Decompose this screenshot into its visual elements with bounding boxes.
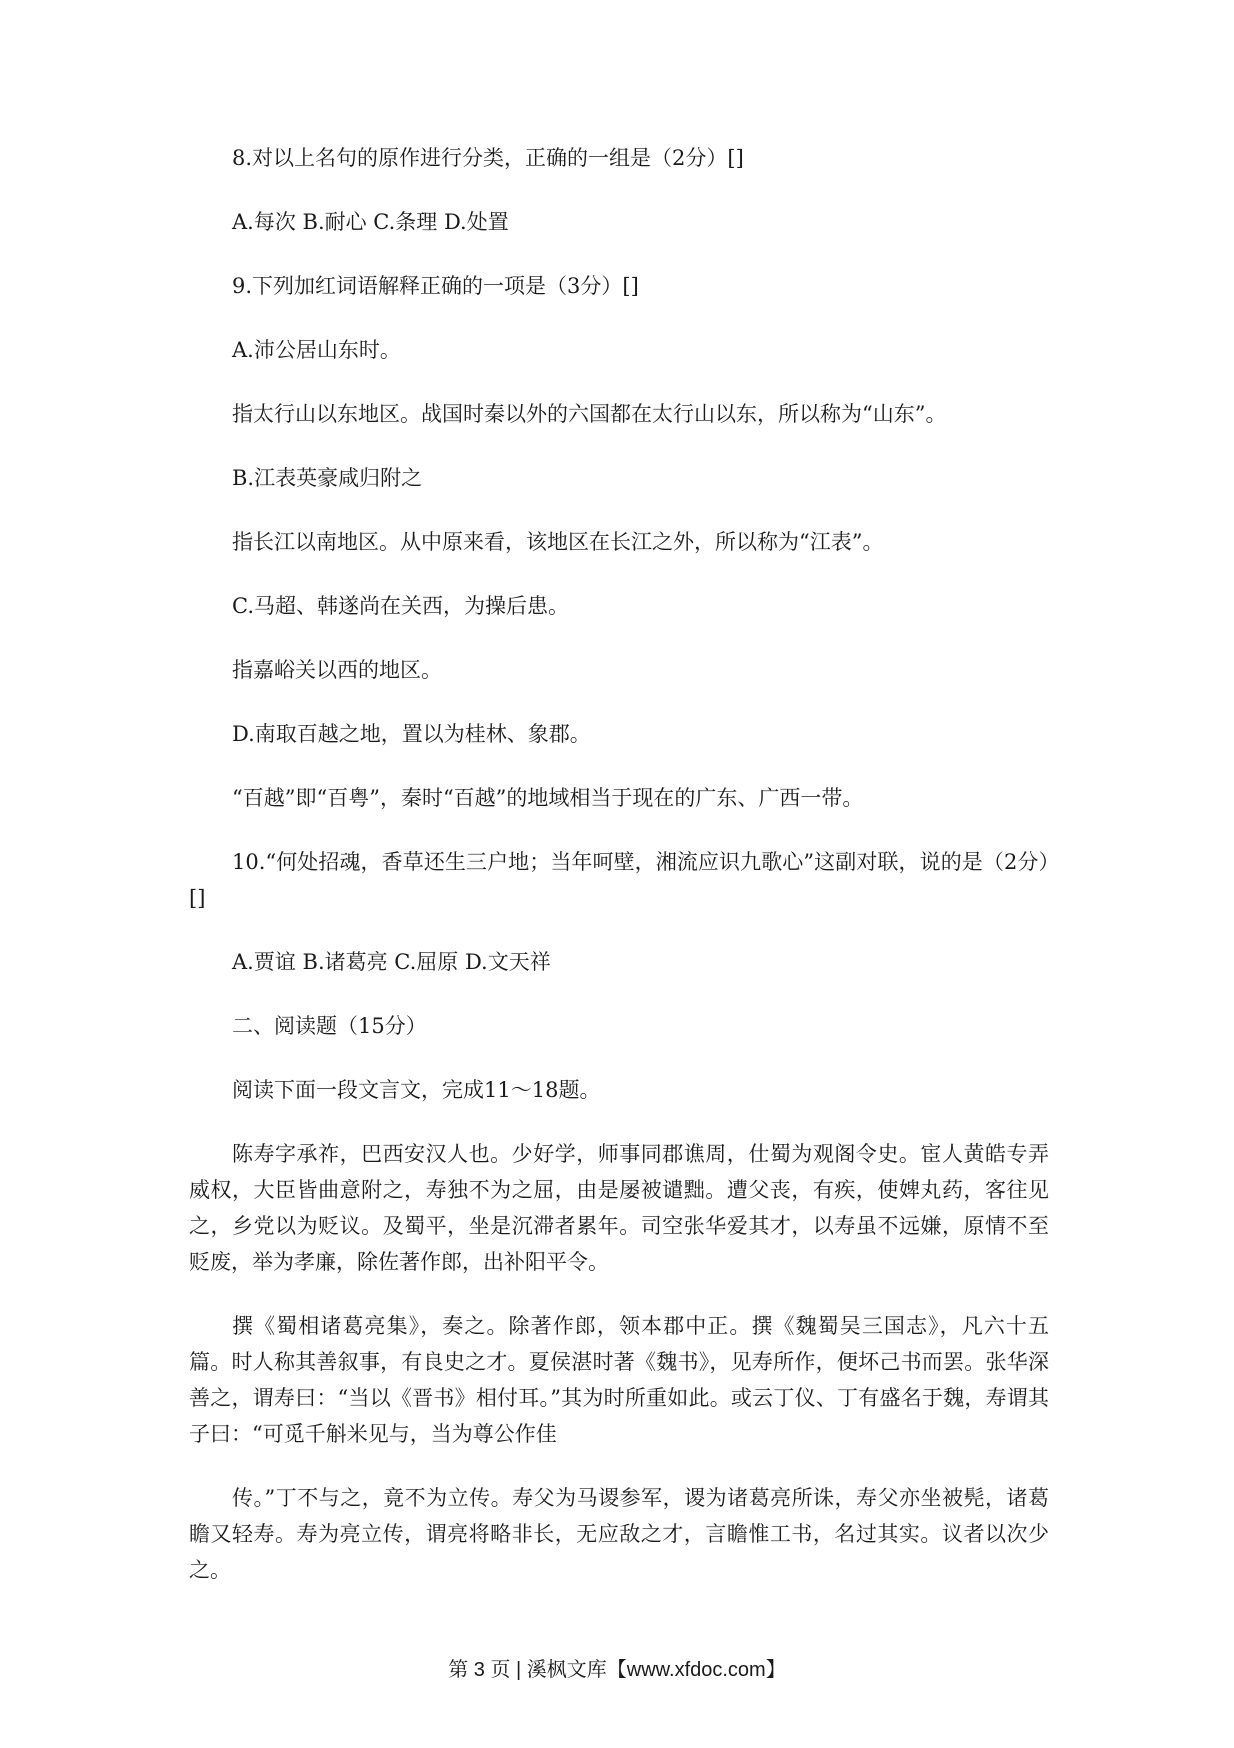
paragraph: 指长江以南地区。从中原来看，该地区在长江之外，所以称为“江表”。: [232, 530, 884, 554]
paragraph: A.沛公居山东时。: [232, 338, 401, 362]
paragraph: 10.“何处招魂，香草还生三户地；当年呵壁，湘流应识九歌心”这副对联，说的是（2分）[]: [189, 850, 1049, 910]
paragraph: 9.下列加红词语解释正确的一项是（3分）[]: [232, 274, 639, 298]
paragraph: 8.对以上名句的原作进行分类，正确的一组是（2分）[]: [232, 146, 744, 170]
paragraph: C.马超、韩遂尚在关西，为操后患。: [232, 594, 569, 618]
paragraph: A.贾谊 B.诸葛亮 C.屈原 D.文天祥: [232, 950, 551, 974]
paragraph: D.南取百越之地，置以为桂林、象郡。: [232, 722, 591, 746]
paragraph: 陈寿字承祚，巴西安汉人也。少好学，师事同郡谯周，仕蜀为观阁令史。宦人黄皓专弄威权，大臣皆曲意附之，寿独不为之屈，由是屡被谴黜。遭父丧，有疾，使婢丸药，客往见之，乡党以为贬议。及蜀平，坐是沉滞者累年。司空张华爱其才，以寿虽不远嫌，原情不至贬废，举为孝廉，除佐著作郎，出补阳平令。: [189, 1142, 1049, 1274]
paragraph: B.江表英豪咸归附之: [232, 466, 423, 490]
paragraph: 阅读下面一段文言文，完成11～18题。: [232, 1078, 601, 1102]
paragraph: 撰《蜀相诸葛亮集》，奏之。除著作郎，领本郡中正。撰《魏蜀吴三国志》，凡六十五篇。时人称其善叙事，有良史之才。夏侯湛时著《魏书》，见寿所作，便坏己书而罢。张华深善之，谓寿曰：“当以《晋书》相付耳。”其为时所重如此。或云丁仪、丁有盛名于魏，寿谓其子曰：“可觅千斛米见与，当为尊公作佳: [189, 1314, 1049, 1446]
paragraph: 指太行山以东地区。战国时秦以外的六国都在太行山以东，所以称为“山东”。: [232, 402, 947, 426]
paragraph: “百越”即“百粤”，秦时“百越”的地域相当于现在的广东、广西一带。: [232, 786, 864, 810]
paragraph: 传。”丁不与之，竟不为立传。寿父为马谡参军，谡为诸葛亮所诛，寿父亦坐被髡，诸葛瞻又轻寿。寿为亮立传，谓亮将略非长，无应敌之才，言瞻惟工书，名过其实。议者以次少之。: [189, 1486, 1049, 1582]
paragraph: A.每次 B.耐心 C.条理 D.处置: [232, 210, 509, 234]
paragraph: 指嘉峪关以西的地区。: [232, 658, 442, 682]
paragraph: 二、阅读题（15分）: [232, 1014, 427, 1038]
page-footer: 第 3 页 | 溪枫文库【www.xfdoc.com】: [448, 1659, 786, 1681]
document-body: [189, 140, 1049, 1616]
